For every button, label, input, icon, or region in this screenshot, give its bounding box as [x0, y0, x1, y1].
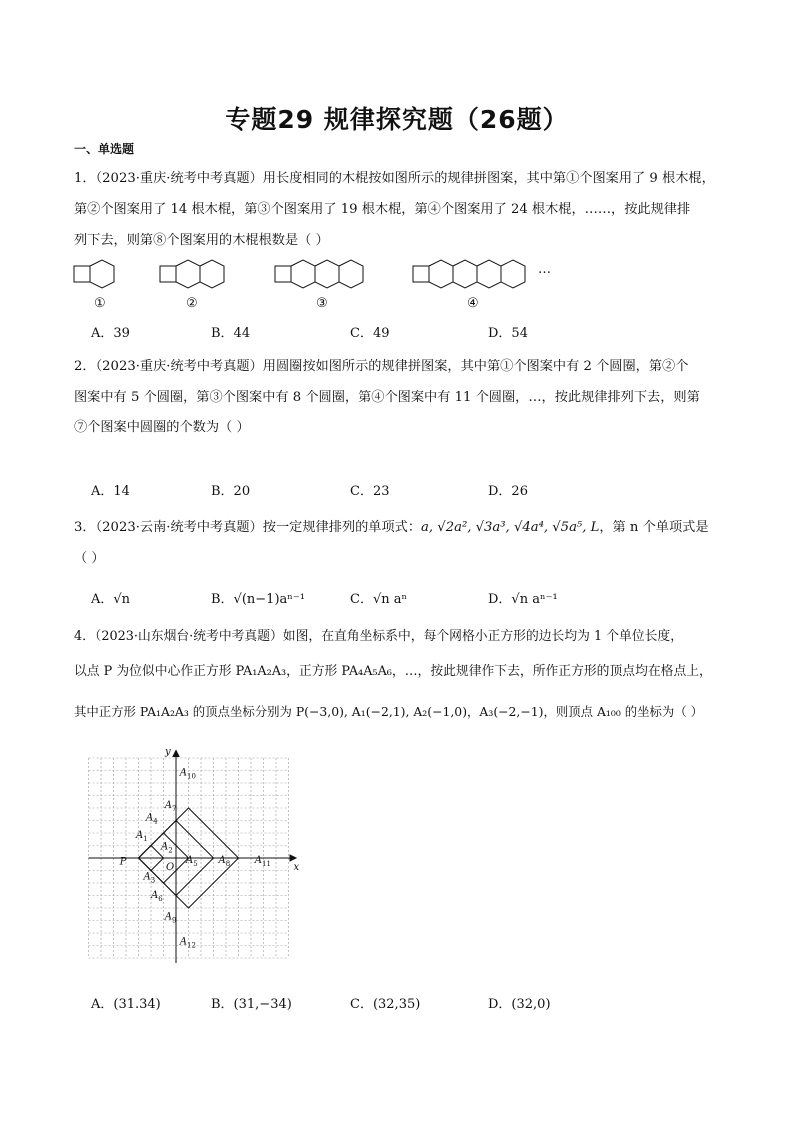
q2-option-c[interactable]: C．23: [350, 484, 390, 499]
q3-line1-pre: 3．（2023·云南·统考中考真题）按一定规律排列的单项式：: [74, 520, 422, 535]
point-label-a4: $A_4$: [146, 812, 158, 826]
q3-option-a[interactable]: A．√n: [91, 592, 131, 607]
q1-option-d[interactable]: D．54: [488, 326, 528, 341]
q1-option-c[interactable]: C．49: [350, 326, 390, 341]
q3-line1-post: ，第 n 个单项式是: [599, 520, 709, 535]
q2-line1: 2．（2023·重庆·统考中考真题）用圆圈按如图所示的规律拼图案，其中第①个图案中有 2 个圆圈，第②个: [74, 359, 689, 374]
x-axis-arrow: [290, 855, 296, 861]
q1-label-1: ①: [94, 296, 106, 311]
y-axis-arrow: [173, 751, 179, 757]
point-label-a5: $A_5$: [186, 855, 198, 868]
q1-line2: 第②个图案用了 14 根木棍，第③个图案用了 19 根木棍，第④个图案用了 24 根木棍，……，按此规律排: [74, 202, 691, 217]
q1-ellipsis: …: [538, 262, 551, 277]
x-axis-label: x: [293, 862, 300, 873]
q4-option-b[interactable]: B．(31,−34): [211, 997, 292, 1012]
point-label-a6: $A_6$: [151, 890, 163, 903]
point-label-a3: $A_3$: [143, 871, 156, 885]
q1-hexagon-figure: [70, 256, 570, 296]
q1-option-a[interactable]: A．39: [91, 326, 130, 341]
q4-coordinate-grid: [80, 745, 320, 970]
point-label-a11: $A_{11}$: [254, 855, 271, 868]
point-label-a12: $A_{12}$: [179, 936, 196, 950]
q4-option-a[interactable]: A．(31.34): [91, 997, 161, 1012]
point-label-a8: $A_8$: [218, 855, 231, 868]
q3-option-b[interactable]: B．√(n−1)aⁿ⁻¹: [211, 592, 305, 607]
q2-option-a[interactable]: A．14: [91, 484, 130, 499]
q1-line3: 列下去，则第⑧个图案用的木棍根数是（ ）: [74, 233, 329, 248]
q4-line3: 其中正方形 PA₁A₂A₃ 的顶点坐标分别为 P(−3,0), A₁(−2,1), A₂(−1,0)，A₃(−2,−1)，则顶点 A₁₀₀ 的坐标为（ ）: [74, 704, 704, 719]
q3-line2: （ ）: [74, 551, 105, 566]
point-label-a10: $A_{10}$: [179, 767, 196, 781]
q4-line2: 以点 P 为位似中心作正方形 PA₁A₂A₃，正方形 PA₄A₅A₆，…，按此规律作下去，所作正方形的顶点均在格点上，: [74, 664, 712, 679]
q2-line2: 图案中有 5 个圆圈，第③个图案中有 8 个圆圈，第④个图案中有 11 个圆圈，…，按此规律排列下去，则第: [74, 390, 700, 405]
page-title: 专题29 规律探究题（26题）: [225, 105, 569, 134]
point-label-p: P: [119, 856, 127, 868]
y-axis-label: y: [165, 746, 171, 758]
q3-option-d[interactable]: D．√n aⁿ⁻¹: [488, 592, 558, 607]
q2-line3: ⑦个图案中圆圈的个数为（ ）: [74, 420, 250, 435]
point-label-a2: $A_2$: [161, 841, 173, 855]
origin-label: O: [166, 862, 175, 873]
q4-option-c[interactable]: C．(32,35): [350, 997, 421, 1012]
q2-option-b[interactable]: B．20: [211, 484, 251, 499]
q1-line1: 1．（2023·重庆·统考中考真题）用长度相同的木棍按如图所示的规律拼图案，其中第①个图案用了 9 根木棍，: [74, 171, 715, 186]
section-heading: 一、单选题: [74, 142, 135, 156]
q3-option-c[interactable]: C．√n aⁿ: [350, 592, 408, 607]
q3-line1: [74, 516, 709, 535]
point-label-a1: $A_1$: [136, 830, 148, 843]
q1-option-b[interactable]: B．44: [211, 326, 251, 341]
q4-option-d[interactable]: D．(32,0): [488, 997, 551, 1012]
q1-label-4: ④: [467, 296, 479, 311]
point-label-a9: $A_9$: [164, 911, 177, 925]
q1-label-2: ②: [186, 296, 198, 311]
q2-option-d[interactable]: D．26: [488, 484, 528, 499]
point-label-a7: $A_7$: [164, 800, 177, 813]
q3-sequence: a, √2a², √3a³, √4a⁴, √5a⁵, L: [421, 520, 600, 535]
q4-line1: 4．（2023·山东烟台·统考中考真题）如图，在直角坐标系中，每个网格小正方形的边长均为 1 个单位长度，: [74, 629, 683, 644]
q1-label-3: ③: [316, 296, 328, 311]
